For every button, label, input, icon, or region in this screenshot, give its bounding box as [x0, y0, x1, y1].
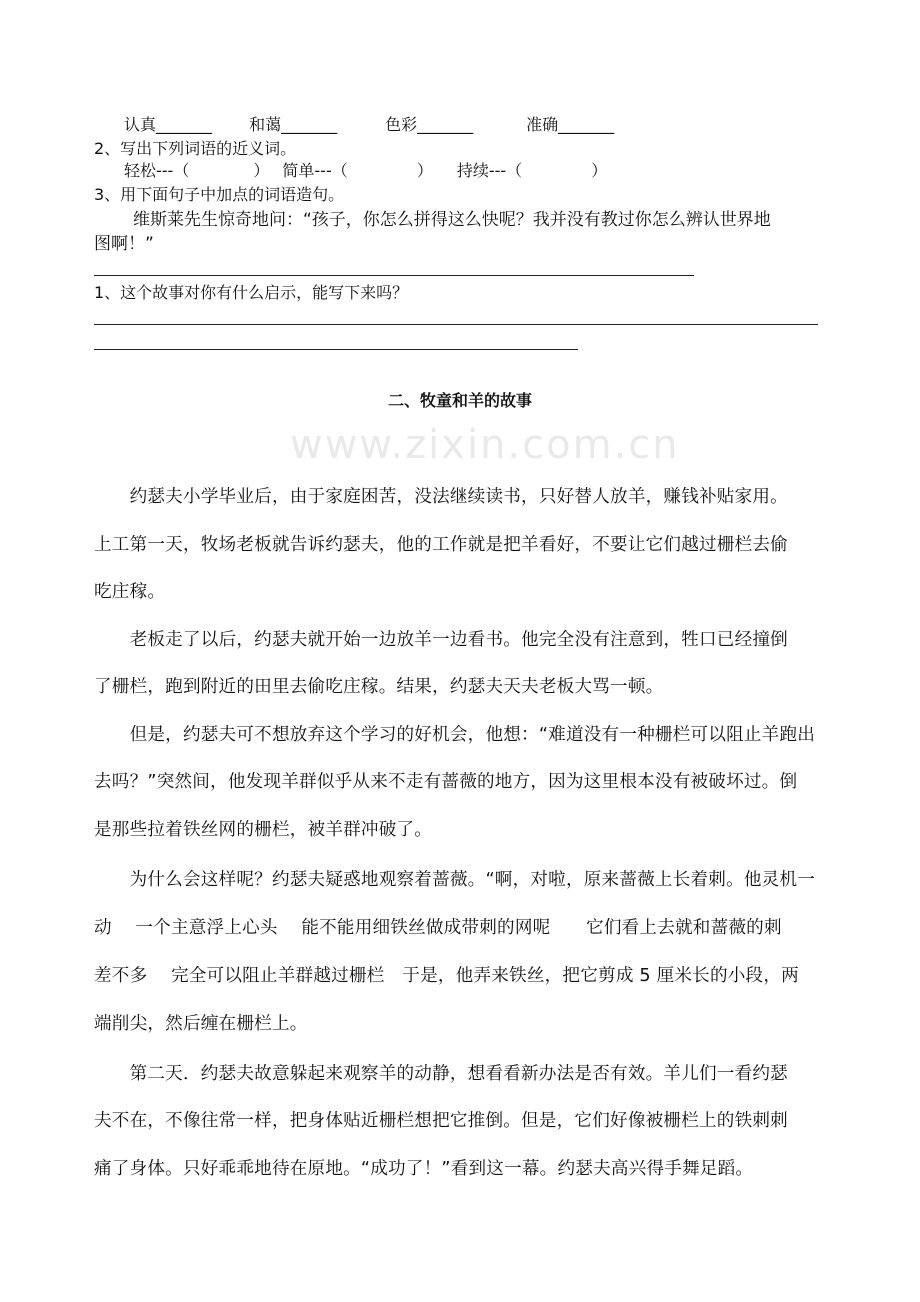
story-line: 差不多 完全可以阻止羊群越过栅栏 于是，他弄来铁丝，把它剪成 5 厘米长的小段，两 — [94, 966, 799, 986]
story-title: 二、牧童和羊的故事 — [387, 391, 532, 410]
story-line: 了栅栏，跑到附近的田里去偷吃庄稼。结果，约瑟夫天夫老板大骂一顿。 — [94, 677, 664, 697]
answer-line — [94, 324, 818, 325]
story-line: 第二天．约瑟夫故意躲起来观察羊的动静，想看看新办法是否有效。羊儿们一看约瑟 — [94, 1064, 788, 1084]
story-line: 约瑟夫小学毕业后，由于家庭困苦，没法继续读书，只好替人放羊，赚钱补贴家用。 — [94, 487, 788, 507]
story-line: 上工第一天，牧场老板就告诉约瑟夫，他的工作就是把羊看好，不要让它们越过栅栏去偷 — [94, 535, 788, 555]
story-line: 去吗？”突然间，他发现羊群似乎从来不走有蔷薇的地方，因为这里根本没有被破坏过。倒 — [94, 772, 798, 792]
question-1: 1、这个故事对你有什么启示，能写下来吗？ — [94, 283, 409, 302]
story-line: 吃庄稼。 — [94, 582, 166, 602]
story-line: 痛了身体。只好乖乖地待在原地。“成功了！”看到这一幕。约瑟夫高兴得手舞足蹈。 — [94, 1159, 754, 1179]
quoted-sentence: 维斯莱先生惊奇地问：“孩子，你怎么拼得这么快呢？我并没有教过你怎么辨认世界地 — [133, 210, 771, 230]
story-line: 夫不在，不像往常一样，把身体贴近栅栏想把它推倒。但是，它们好像被栅栏上的铁刺刺 — [94, 1111, 788, 1131]
story-line: 动 一个主意浮上心头 能不能用细铁丝做成带刺的网呢 它们看上去就和蔷薇的刺 — [94, 918, 782, 938]
answer-line — [94, 275, 694, 276]
story-line: 但是，约瑟夫可不想放弃这个学习的好机会，他想：“难道没有一种栅栏可以阻止羊跑出 — [94, 725, 816, 745]
story-line: 是那些拉着铁丝网的栅栏，被羊群冲破了。 — [94, 820, 433, 840]
quoted-sentence-cont: 图啊！” — [94, 234, 154, 254]
story-line: 为什么会这样呢？约瑟夫疑惑地观察着蔷薇。“啊，对啦，原来蔷薇上长着刺。他灵机一 — [94, 870, 816, 890]
antonym-blanks-row: 认真_______ 和蔼_______ 色彩_______ 准确_______ — [124, 115, 615, 134]
synonym-blanks-row: 轻松---（ ） 简单---（ ） 持续---（ ） — [124, 161, 608, 180]
question-2: 2、写出下列词语的近义词。 — [94, 139, 297, 158]
watermark: www.zixin.com.cn — [290, 422, 680, 468]
story-line: 老板走了以后，约瑟夫就开始一边放羊一边看书。他完全没有注意到，牲口已经撞倒 — [94, 630, 788, 650]
answer-line — [94, 349, 578, 350]
story-line: 端削尖，然后缠在栅栏上。 — [94, 1014, 308, 1034]
question-3: 3、用下面句子中加点的词语造句。 — [94, 185, 345, 204]
